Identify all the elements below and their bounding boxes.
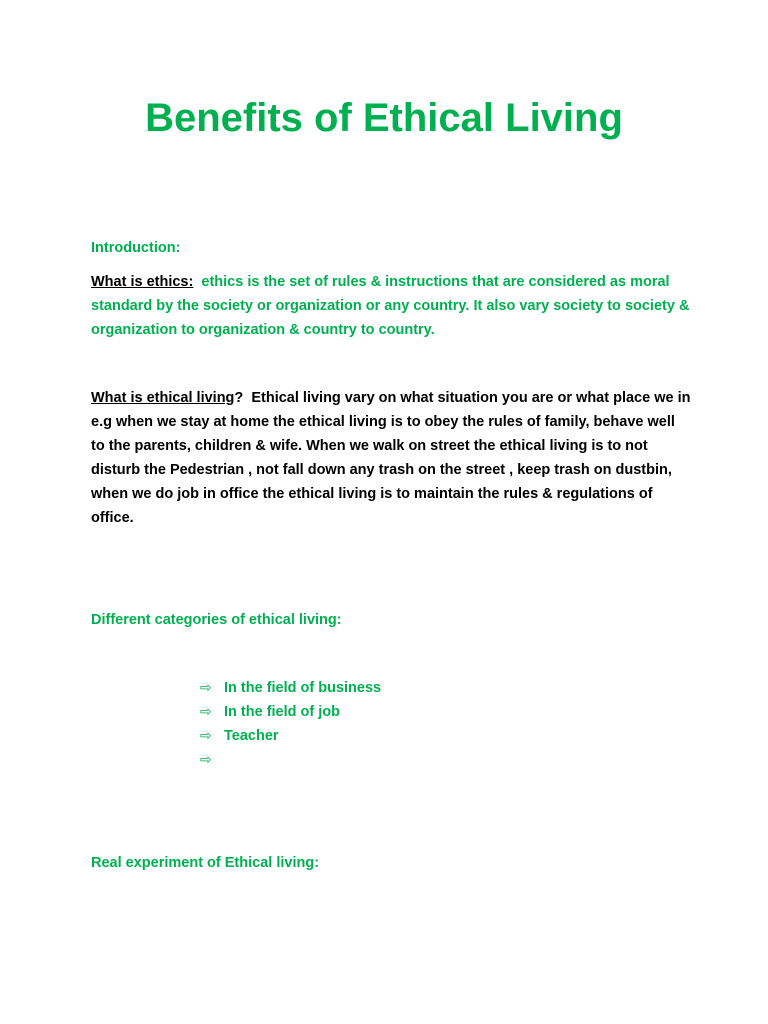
introduction-heading: Introduction: xyxy=(91,240,181,256)
list-item xyxy=(200,724,381,748)
hollow-right-arrow-icon: ⇨ xyxy=(200,680,212,696)
list-item xyxy=(200,700,381,724)
list-item xyxy=(200,676,381,700)
categories-list xyxy=(200,676,381,772)
ethics-paragraph xyxy=(91,270,691,342)
ethics-text: ethics is the set of rules & instructions that are considered as moral standard by the society or organization or any country. It also vary society to society & organization to organization & country to country. xyxy=(91,274,690,338)
hollow-right-arrow-icon: ⇨ xyxy=(200,704,212,720)
ethics-label: What is ethics: xyxy=(91,274,194,290)
experiment-heading: Real experiment of Ethical living: xyxy=(91,855,320,871)
category-label: In the field of business xyxy=(224,680,382,696)
ethical-living-label: What is ethical living xyxy=(91,390,235,406)
list-item xyxy=(200,748,381,772)
hollow-right-arrow-icon: ⇨ xyxy=(200,728,212,744)
ethical-living-text: Ethical living vary on what situation you are or what place we in e.g when we stay at home the ethical living is to obey the rules of family, behave well to the parents, children & wife. When we walk on street the ethical living is to not disturb the Pedestrian , not fall down any trash on the street , keep trash on dustbin, when we do job in office the ethical living is to maintain the rules & regulations of office. xyxy=(91,390,691,526)
hollow-right-arrow-icon: ⇨ xyxy=(200,752,212,768)
document-title: Benefits of Ethical Living xyxy=(145,96,623,140)
category-label: Teacher xyxy=(224,728,279,744)
ethical-living-punct: ? xyxy=(234,390,244,406)
category-label: In the field of job xyxy=(224,704,340,720)
categories-heading: Different categories of ethical living: xyxy=(91,612,342,628)
ethical-living-paragraph xyxy=(91,386,691,530)
